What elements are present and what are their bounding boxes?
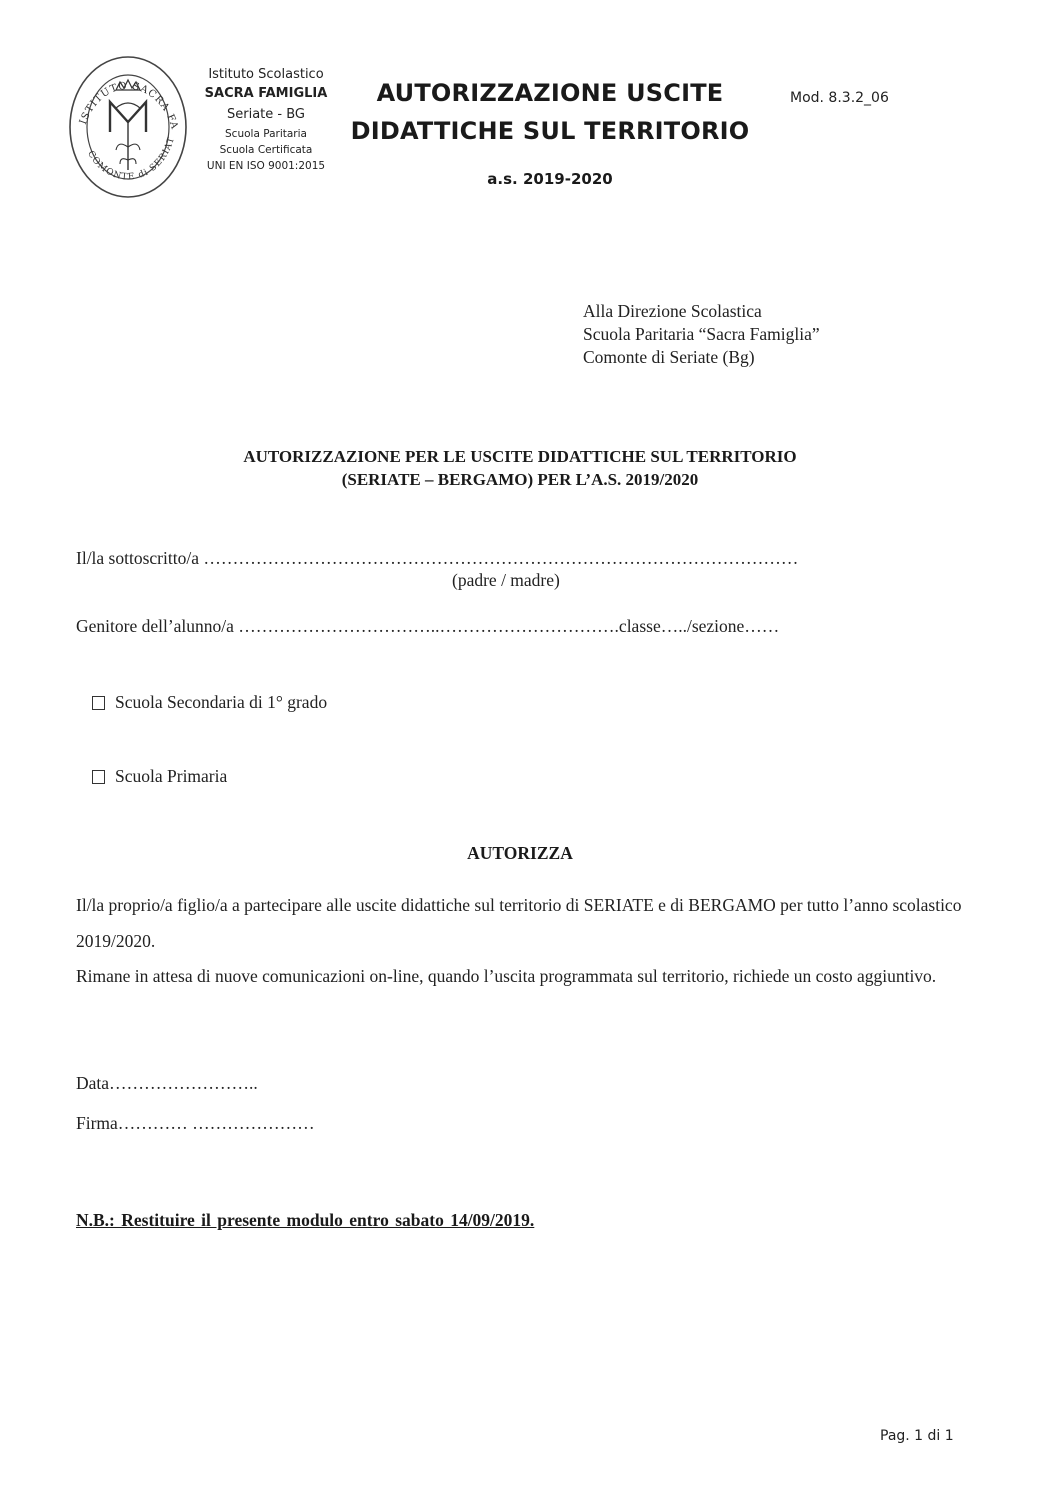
signatory-role-hint: (padre / madre) [452,570,560,590]
module-code: Mod. 8.3.2_06 [790,90,889,106]
addressee-block [583,300,820,369]
authorization-text [76,888,976,995]
option-secondary-school[interactable] [92,692,327,713]
institute-info [192,66,340,174]
authorize-heading: AUTORIZZA [467,843,573,863]
option-primary-label: Scuola Primaria [115,766,228,786]
school-year: a.s. 2019-2020 [487,170,613,188]
seal-graphic [66,52,190,202]
addressee-line: Alla Direzione Scolastica [583,301,762,321]
return-note: N.B.: Restituire il presente modulo entro sabato 14/09/2019. [76,1210,535,1230]
heading-line-1: AUTORIZZAZIONE PER LE USCITE DIDATTICHE SUL TERRITORIO [243,447,797,466]
checkbox-primary[interactable] [92,770,105,784]
option-secondary-label: Scuola Secondaria di 1° grado [115,692,328,712]
institute-type: Scuola Paritaria [225,128,307,140]
school-seal-logo [66,52,190,202]
checkbox-secondary[interactable] [92,696,105,710]
title-line-2: DIDATTICHE SUL TERRITORIO [350,117,750,145]
svg-text:COMONTE di SERIATE BG: COMONTE di SERIAT [85,135,178,183]
institute-name: SACRA FAMIGLIA [204,86,328,101]
document-title [340,74,760,150]
svg-text:ISTITUTO SACRA FAMIGLIA: ISTITUTO SACRA FA [77,80,180,132]
institute-iso: UNI EN ISO 9001:2015 [206,160,326,172]
option-primary-school[interactable] [92,766,227,787]
heading-line-2: (SERIATE – BERGAMO) PER L’A.S. 2019/2020 [341,470,699,489]
form-heading [0,445,1040,491]
institute-certified: Scuola Certificata [219,144,313,156]
addressee-line: Scuola Paritaria “Sacra Famiglia” [583,324,820,344]
institute-location: Seriate - BG [227,107,305,122]
authorization-paragraph-1: Il/la proprio/a figlio/a a partecipare alle uscite didattiche sul territorio di SERIATE e di BERGAMO per tutto l’anno scolastico 2019/2020. [76,895,962,951]
signatory-field[interactable]: Il/la sottoscritto/a ………………………………………………………………………………………… [76,548,799,568]
page-number: Pag. 1 di 1 [880,1428,954,1444]
addressee-line: Comonte di Seriate (Bg) [583,347,755,367]
institute-line: Istituto Scolastico [208,67,324,82]
date-field[interactable]: Data…………………….. [76,1073,258,1093]
parent-of-field[interactable]: Genitore dell’alunno/a ……………………………..………………………….classe…../sezione…… [76,616,780,636]
signature-field[interactable]: Firma………… ………………… [76,1113,315,1133]
authorization-paragraph-2: Rimane in attesa di nuove comunicazioni on-line, quando l’uscita programmata sul territorio, richiede un costo aggiuntivo. [76,966,937,986]
title-line-1: AUTORIZZAZIONE USCITE [376,79,724,107]
